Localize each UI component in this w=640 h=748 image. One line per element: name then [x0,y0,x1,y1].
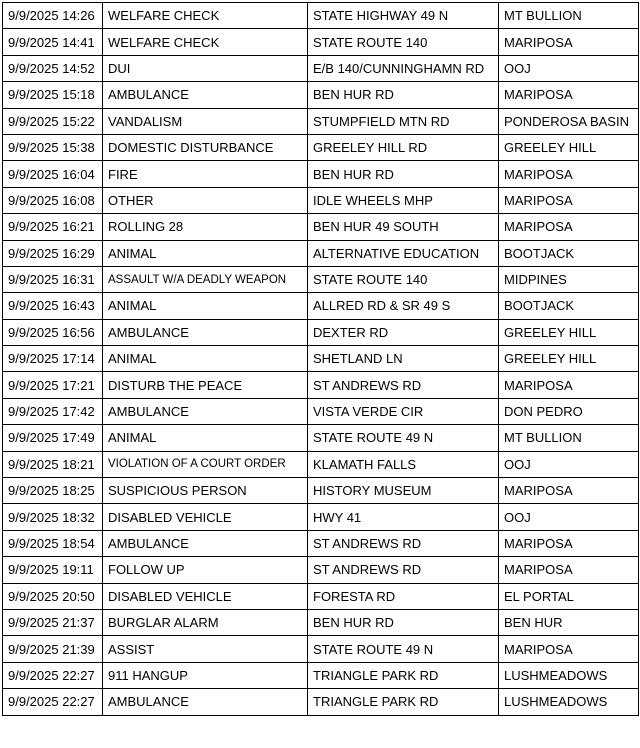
table-row [3,689,639,715]
datetime-cell: 9/9/2025 21:37 [3,609,103,635]
location-cell: STATE HIGHWAY 49 N [308,3,499,29]
area-cell: OOJ [499,504,639,530]
incident-type-cell: AMBULANCE [103,319,308,345]
incident-type-cell: 911 HANGUP [103,662,308,688]
datetime-cell: 9/9/2025 17:42 [3,398,103,424]
incident-type-cell: DOMESTIC DISTURBANCE [103,134,308,160]
datetime-cell: 9/9/2025 17:49 [3,425,103,451]
datetime-cell: 9/9/2025 16:08 [3,187,103,213]
datetime-cell: 9/9/2025 18:21 [3,451,103,477]
location-cell: DEXTER RD [308,319,499,345]
incident-type-cell: WELFARE CHECK [103,3,308,29]
location-cell: HISTORY MUSEUM [308,478,499,504]
incident-type-cell: ANIMAL [103,425,308,451]
location-cell: VISTA VERDE CIR [308,398,499,424]
area-cell: BEN HUR [499,609,639,635]
datetime-cell: 9/9/2025 15:22 [3,108,103,134]
incident-type-cell: VANDALISM [103,108,308,134]
location-cell: STATE ROUTE 49 N [308,425,499,451]
table-row [3,161,639,187]
table-row [3,108,639,134]
location-cell: IDLE WHEELS MHP [308,187,499,213]
incident-type-cell: DISABLED VEHICLE [103,583,308,609]
datetime-cell: 9/9/2025 18:32 [3,504,103,530]
table-row [3,478,639,504]
incident-type-cell: FIRE [103,161,308,187]
incident-type-cell: VIOLATION OF A COURT ORDER [103,451,308,477]
area-cell: MARIPOSA [499,161,639,187]
area-cell: MARIPOSA [499,636,639,662]
incident-type-cell: ASSAULT W/A DEADLY WEAPON [103,266,308,292]
area-cell: GREELEY HILL [499,134,639,160]
datetime-cell: 9/9/2025 15:38 [3,134,103,160]
incident-type-cell: OTHER [103,187,308,213]
incident-type-cell: AMBULANCE [103,689,308,715]
area-cell: LUSHMEADOWS [499,662,639,688]
datetime-cell: 9/9/2025 16:43 [3,293,103,319]
incident-type-cell: ANIMAL [103,240,308,266]
datetime-cell: 9/9/2025 17:14 [3,346,103,372]
area-cell: LUSHMEADOWS [499,689,639,715]
area-cell: OOJ [499,451,639,477]
table-row [3,583,639,609]
area-cell: MARIPOSA [499,530,639,556]
location-cell: TRIANGLE PARK RD [308,662,499,688]
incident-type-cell: ROLLING 28 [103,214,308,240]
area-cell: EL PORTAL [499,583,639,609]
table-row [3,134,639,160]
location-cell: BEN HUR RD [308,161,499,187]
datetime-cell: 9/9/2025 22:27 [3,662,103,688]
table-row [3,293,639,319]
location-cell: E/B 140/CUNNINGHAMN RD [308,55,499,81]
area-cell: MARIPOSA [499,82,639,108]
area-cell: MARIPOSA [499,214,639,240]
area-cell: MARIPOSA [499,187,639,213]
incident-type-cell: ASSIST [103,636,308,662]
datetime-cell: 9/9/2025 21:39 [3,636,103,662]
datetime-cell: 9/9/2025 14:26 [3,3,103,29]
location-cell: ST ANDREWS RD [308,530,499,556]
incident-type-cell: AMBULANCE [103,82,308,108]
location-cell: BEN HUR 49 SOUTH [308,214,499,240]
datetime-cell: 9/9/2025 17:21 [3,372,103,398]
area-cell: GREELEY HILL [499,319,639,345]
incident-type-cell: AMBULANCE [103,398,308,424]
datetime-cell: 9/9/2025 18:54 [3,530,103,556]
location-cell: FORESTA RD [308,583,499,609]
table-row [3,662,639,688]
table-row [3,557,639,583]
area-cell: MT BULLION [499,3,639,29]
datetime-cell: 9/9/2025 14:41 [3,29,103,55]
location-cell: STATE ROUTE 49 N [308,636,499,662]
incident-type-cell: ANIMAL [103,293,308,319]
location-cell: BEN HUR RD [308,82,499,108]
incident-type-cell: DISTURB THE PEACE [103,372,308,398]
table-row [3,609,639,635]
datetime-cell: 9/9/2025 16:29 [3,240,103,266]
incident-log-body [3,3,639,716]
incident-type-cell: DISABLED VEHICLE [103,504,308,530]
table-row [3,504,639,530]
area-cell: MARIPOSA [499,557,639,583]
area-cell: BOOTJACK [499,240,639,266]
table-row [3,346,639,372]
location-cell: STUMPFIELD MTN RD [308,108,499,134]
incident-type-cell: FOLLOW UP [103,557,308,583]
table-row [3,451,639,477]
location-cell: KLAMATH FALLS [308,451,499,477]
location-cell: ST ANDREWS RD [308,372,499,398]
table-row [3,636,639,662]
area-cell: MT BULLION [499,425,639,451]
datetime-cell: 9/9/2025 20:50 [3,583,103,609]
location-cell: TRIANGLE PARK RD [308,689,499,715]
incident-type-cell: WELFARE CHECK [103,29,308,55]
area-cell: MARIPOSA [499,478,639,504]
area-cell: GREELEY HILL [499,346,639,372]
table-row [3,240,639,266]
area-cell: MARIPOSA [499,372,639,398]
location-cell: STATE ROUTE 140 [308,266,499,292]
table-row [3,266,639,292]
location-cell: ALTERNATIVE EDUCATION [308,240,499,266]
table-row [3,372,639,398]
datetime-cell: 9/9/2025 19:11 [3,557,103,583]
datetime-cell: 9/9/2025 22:27 [3,689,103,715]
area-cell: OOJ [499,55,639,81]
incident-type-cell: ANIMAL [103,346,308,372]
table-row [3,398,639,424]
table-row [3,187,639,213]
location-cell: BEN HUR RD [308,609,499,635]
incident-type-cell: DUI [103,55,308,81]
table-row [3,319,639,345]
incident-type-cell: SUSPICIOUS PERSON [103,478,308,504]
table-row [3,425,639,451]
location-cell: HWY 41 [308,504,499,530]
location-cell: STATE ROUTE 140 [308,29,499,55]
datetime-cell: 9/9/2025 14:52 [3,55,103,81]
table-row [3,530,639,556]
area-cell: MARIPOSA [499,29,639,55]
datetime-cell: 9/9/2025 16:21 [3,214,103,240]
table-row [3,214,639,240]
table-row [3,29,639,55]
location-cell: SHETLAND LN [308,346,499,372]
area-cell: MIDPINES [499,266,639,292]
area-cell: PONDEROSA BASIN [499,108,639,134]
incident-log-table [2,2,639,716]
table-row [3,82,639,108]
location-cell: ALLRED RD & SR 49 S [308,293,499,319]
area-cell: BOOTJACK [499,293,639,319]
datetime-cell: 9/9/2025 15:18 [3,82,103,108]
location-cell: ST ANDREWS RD [308,557,499,583]
datetime-cell: 9/9/2025 18:25 [3,478,103,504]
datetime-cell: 9/9/2025 16:04 [3,161,103,187]
incident-type-cell: BURGLAR ALARM [103,609,308,635]
area-cell: DON PEDRO [499,398,639,424]
datetime-cell: 9/9/2025 16:31 [3,266,103,292]
table-row [3,55,639,81]
incident-type-cell: AMBULANCE [103,530,308,556]
table-row [3,3,639,29]
location-cell: GREELEY HILL RD [308,134,499,160]
datetime-cell: 9/9/2025 16:56 [3,319,103,345]
